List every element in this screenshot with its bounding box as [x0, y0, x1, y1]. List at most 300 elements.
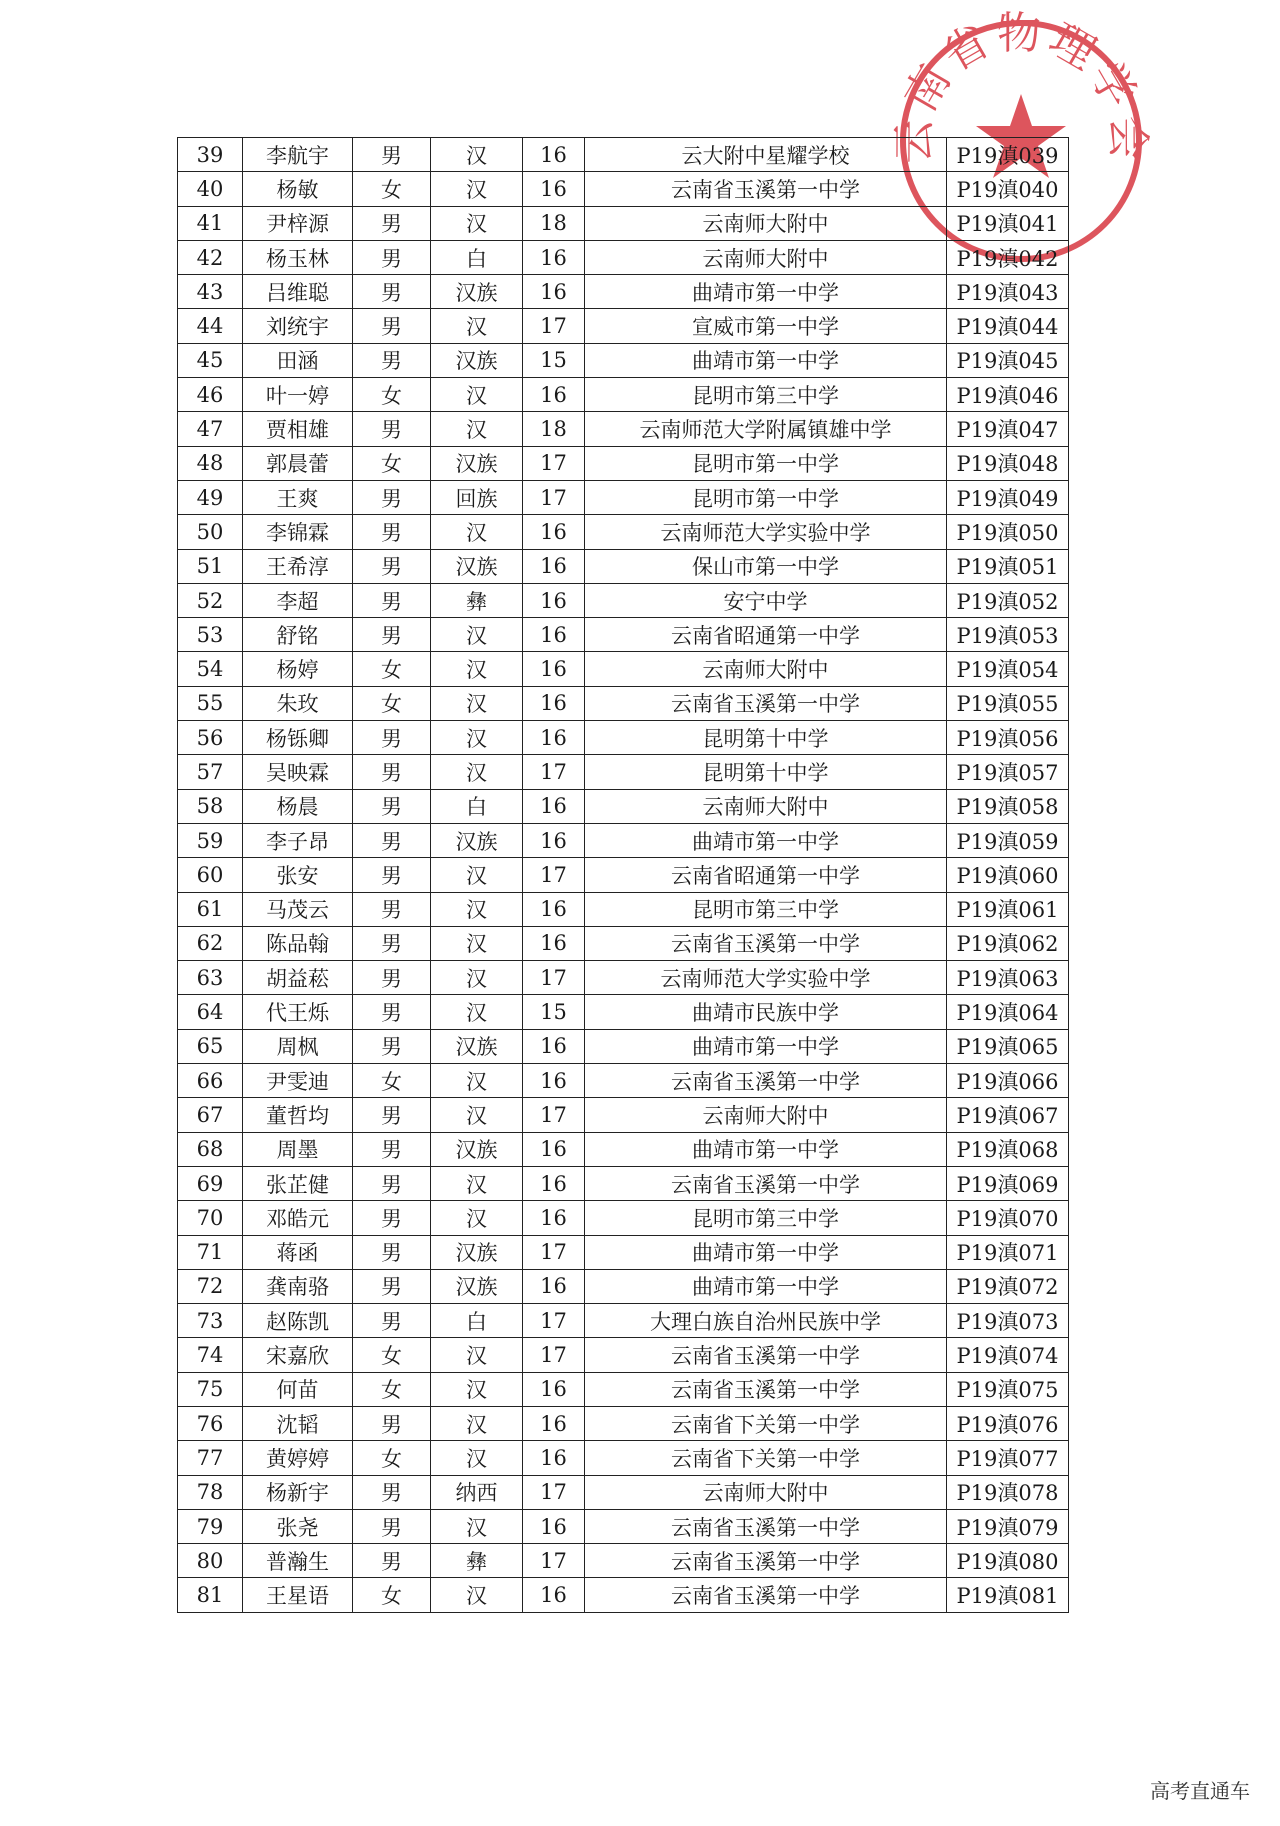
student-ethnicity: 汉 — [431, 926, 523, 960]
participant-id: P19滇078 — [947, 1475, 1069, 1509]
student-school: 曲靖市第一中学 — [585, 343, 947, 377]
student-ethnicity: 汉 — [431, 172, 523, 206]
participant-id: P19滇070 — [947, 1201, 1069, 1235]
table-row — [178, 549, 1069, 583]
table-row — [178, 1201, 1069, 1235]
student-name: 宋嘉欣 — [243, 1338, 353, 1372]
participant-id: P19滇040 — [947, 172, 1069, 206]
student-name: 李航宇 — [243, 138, 353, 172]
row-number: 39 — [178, 138, 243, 172]
table-row — [178, 1029, 1069, 1063]
participant-id: P19滇047 — [947, 412, 1069, 446]
student-school: 保山市第一中学 — [585, 549, 947, 583]
student-ethnicity: 汉 — [431, 995, 523, 1029]
student-sex: 男 — [353, 858, 431, 892]
student-age: 17 — [523, 309, 585, 343]
table-row — [178, 995, 1069, 1029]
student-school: 昆明市第一中学 — [585, 480, 947, 514]
table-row — [178, 1544, 1069, 1578]
student-school: 云南师大附中 — [585, 240, 947, 274]
student-ethnicity: 汉 — [431, 1509, 523, 1543]
student-name: 王爽 — [243, 480, 353, 514]
student-sex: 男 — [353, 961, 431, 995]
student-ethnicity: 汉 — [431, 686, 523, 720]
student-ethnicity: 汉 — [431, 1578, 523, 1612]
row-number: 44 — [178, 309, 243, 343]
student-name: 王星语 — [243, 1578, 353, 1612]
participant-id: P19滇062 — [947, 926, 1069, 960]
participant-id: P19滇061 — [947, 892, 1069, 926]
row-number: 64 — [178, 995, 243, 1029]
student-sex: 女 — [353, 686, 431, 720]
student-age: 16 — [523, 789, 585, 823]
row-number: 57 — [178, 755, 243, 789]
student-school: 曲靖市第一中学 — [585, 823, 947, 857]
student-age: 17 — [523, 1338, 585, 1372]
student-age: 16 — [523, 1441, 585, 1475]
student-sex: 男 — [353, 892, 431, 926]
student-sex: 女 — [353, 378, 431, 412]
student-school: 昆明市第三中学 — [585, 892, 947, 926]
student-age: 16 — [523, 1029, 585, 1063]
participant-id: P19滇080 — [947, 1544, 1069, 1578]
row-number: 81 — [178, 1578, 243, 1612]
row-number: 76 — [178, 1406, 243, 1440]
student-sex: 男 — [353, 1235, 431, 1269]
participant-id: P19滇057 — [947, 755, 1069, 789]
participant-id: P19滇039 — [947, 138, 1069, 172]
student-sex: 女 — [353, 652, 431, 686]
participant-id: P19滇076 — [947, 1406, 1069, 1440]
student-age: 16 — [523, 172, 585, 206]
student-school: 云南省下关第一中学 — [585, 1441, 947, 1475]
student-name: 普瀚生 — [243, 1544, 353, 1578]
student-age: 17 — [523, 961, 585, 995]
student-age: 16 — [523, 1578, 585, 1612]
row-number: 67 — [178, 1098, 243, 1132]
student-ethnicity: 汉 — [431, 1372, 523, 1406]
student-ethnicity: 汉族 — [431, 1029, 523, 1063]
student-ethnicity: 汉 — [431, 721, 523, 755]
student-age: 17 — [523, 755, 585, 789]
student-age: 15 — [523, 995, 585, 1029]
row-number: 42 — [178, 240, 243, 274]
student-age: 17 — [523, 858, 585, 892]
student-ethnicity: 白 — [431, 789, 523, 823]
student-school: 曲靖市第一中学 — [585, 1029, 947, 1063]
student-name: 张安 — [243, 858, 353, 892]
row-number: 51 — [178, 549, 243, 583]
student-name: 田涵 — [243, 343, 353, 377]
student-name: 贾相雄 — [243, 412, 353, 446]
table-row — [178, 1406, 1069, 1440]
student-name: 何苗 — [243, 1372, 353, 1406]
student-age: 16 — [523, 721, 585, 755]
student-sex: 男 — [353, 240, 431, 274]
student-age: 16 — [523, 618, 585, 652]
row-number: 78 — [178, 1475, 243, 1509]
student-school: 云大附中星耀学校 — [585, 138, 947, 172]
student-ethnicity: 汉族 — [431, 1235, 523, 1269]
student-school: 曲靖市第一中学 — [585, 1269, 947, 1303]
student-sex: 男 — [353, 618, 431, 652]
student-age: 16 — [523, 686, 585, 720]
table-row — [178, 515, 1069, 549]
student-sex: 男 — [353, 823, 431, 857]
student-ethnicity: 汉 — [431, 1201, 523, 1235]
table-row — [178, 1269, 1069, 1303]
row-number: 56 — [178, 721, 243, 755]
student-age: 18 — [523, 412, 585, 446]
table-row — [178, 755, 1069, 789]
student-ethnicity: 汉 — [431, 618, 523, 652]
student-age: 16 — [523, 1201, 585, 1235]
student-ethnicity: 彝 — [431, 583, 523, 617]
student-name: 杨玉林 — [243, 240, 353, 274]
participant-id: P19滇063 — [947, 961, 1069, 995]
participant-id: P19滇050 — [947, 515, 1069, 549]
student-ethnicity: 白 — [431, 240, 523, 274]
student-name: 董哲均 — [243, 1098, 353, 1132]
student-age: 16 — [523, 823, 585, 857]
student-name: 杨婷 — [243, 652, 353, 686]
row-number: 55 — [178, 686, 243, 720]
student-sex: 女 — [353, 446, 431, 480]
student-ethnicity: 汉 — [431, 309, 523, 343]
student-age: 16 — [523, 1406, 585, 1440]
row-number: 61 — [178, 892, 243, 926]
student-name: 郭晨蕾 — [243, 446, 353, 480]
table-row — [178, 1475, 1069, 1509]
participant-id: P19滇054 — [947, 652, 1069, 686]
student-name: 周枫 — [243, 1029, 353, 1063]
student-sex: 男 — [353, 1406, 431, 1440]
participant-id: P19滇067 — [947, 1098, 1069, 1132]
student-sex: 男 — [353, 995, 431, 1029]
student-name: 叶一婷 — [243, 378, 353, 412]
participant-id: P19滇052 — [947, 583, 1069, 617]
student-sex: 男 — [353, 1509, 431, 1543]
student-ethnicity: 汉 — [431, 1441, 523, 1475]
table-row — [178, 1166, 1069, 1200]
student-age: 17 — [523, 1098, 585, 1132]
student-school: 云南省玉溪第一中学 — [585, 1166, 947, 1200]
student-ethnicity: 汉 — [431, 1338, 523, 1372]
student-name: 李超 — [243, 583, 353, 617]
row-number: 54 — [178, 652, 243, 686]
table-row — [178, 892, 1069, 926]
student-name: 龚南骆 — [243, 1269, 353, 1303]
row-number: 70 — [178, 1201, 243, 1235]
student-ethnicity: 回族 — [431, 480, 523, 514]
student-school: 昆明第十中学 — [585, 721, 947, 755]
row-number: 74 — [178, 1338, 243, 1372]
student-school: 云南师大附中 — [585, 1475, 947, 1509]
participant-id: P19滇074 — [947, 1338, 1069, 1372]
student-age: 18 — [523, 206, 585, 240]
student-age: 17 — [523, 1304, 585, 1338]
student-school: 曲靖市第一中学 — [585, 1235, 947, 1269]
student-ethnicity: 纳西 — [431, 1475, 523, 1509]
participant-id: P19滇048 — [947, 446, 1069, 480]
student-sex: 女 — [353, 172, 431, 206]
watermark-text: 高考直通车 — [1150, 1779, 1250, 1803]
student-name: 黄婷婷 — [243, 1441, 353, 1475]
student-school: 云南省玉溪第一中学 — [585, 1578, 947, 1612]
student-ethnicity: 汉 — [431, 652, 523, 686]
student-sex: 男 — [353, 138, 431, 172]
row-number: 73 — [178, 1304, 243, 1338]
student-age: 16 — [523, 1269, 585, 1303]
student-sex: 男 — [353, 1166, 431, 1200]
student-name: 李锦霖 — [243, 515, 353, 549]
student-ethnicity: 汉族 — [431, 446, 523, 480]
student-ethnicity: 汉 — [431, 858, 523, 892]
student-name: 舒铭 — [243, 618, 353, 652]
student-ethnicity: 汉族 — [431, 1132, 523, 1166]
row-number: 77 — [178, 1441, 243, 1475]
student-sex: 男 — [353, 309, 431, 343]
row-number: 46 — [178, 378, 243, 412]
row-number: 72 — [178, 1269, 243, 1303]
participant-id: P19滇069 — [947, 1166, 1069, 1200]
student-ethnicity: 汉族 — [431, 1269, 523, 1303]
row-number: 43 — [178, 275, 243, 309]
participant-id: P19滇071 — [947, 1235, 1069, 1269]
table-row — [178, 1509, 1069, 1543]
table-row — [178, 858, 1069, 892]
student-name: 李子昂 — [243, 823, 353, 857]
student-sex: 女 — [353, 1441, 431, 1475]
student-sex: 男 — [353, 343, 431, 377]
student-age: 17 — [523, 1235, 585, 1269]
student-school: 昆明市第三中学 — [585, 1201, 947, 1235]
student-sex: 男 — [353, 206, 431, 240]
student-school: 云南省昭通第一中学 — [585, 858, 947, 892]
participant-id: P19滇065 — [947, 1029, 1069, 1063]
student-sex: 男 — [353, 515, 431, 549]
row-number: 40 — [178, 172, 243, 206]
student-school: 大理白族自治州民族中学 — [585, 1304, 947, 1338]
table-row — [178, 1578, 1069, 1612]
table-row — [178, 583, 1069, 617]
student-sex: 女 — [353, 1064, 431, 1098]
table-row — [178, 412, 1069, 446]
participant-id: P19滇066 — [947, 1064, 1069, 1098]
student-age: 17 — [523, 446, 585, 480]
student-name: 沈韬 — [243, 1406, 353, 1440]
student-age: 16 — [523, 378, 585, 412]
table-row — [178, 1098, 1069, 1132]
student-name: 杨晨 — [243, 789, 353, 823]
student-sex: 男 — [353, 926, 431, 960]
student-age: 16 — [523, 583, 585, 617]
student-sex: 女 — [353, 1578, 431, 1612]
student-school: 云南省下关第一中学 — [585, 1406, 947, 1440]
student-ethnicity: 汉 — [431, 1064, 523, 1098]
participant-id: P19滇042 — [947, 240, 1069, 274]
student-sex: 男 — [353, 583, 431, 617]
student-age: 16 — [523, 652, 585, 686]
student-sex: 男 — [353, 412, 431, 446]
student-ethnicity: 白 — [431, 1304, 523, 1338]
student-sex: 男 — [353, 275, 431, 309]
student-name: 周墨 — [243, 1132, 353, 1166]
student-name: 尹梓源 — [243, 206, 353, 240]
table-row — [178, 652, 1069, 686]
student-name: 陈品翰 — [243, 926, 353, 960]
student-ethnicity: 汉族 — [431, 343, 523, 377]
student-name: 张尧 — [243, 1509, 353, 1543]
student-school: 云南省玉溪第一中学 — [585, 1544, 947, 1578]
student-age: 16 — [523, 892, 585, 926]
participant-id: P19滇079 — [947, 1509, 1069, 1543]
student-name: 吴映霖 — [243, 755, 353, 789]
participant-table — [177, 137, 1069, 1613]
student-ethnicity: 汉 — [431, 515, 523, 549]
student-ethnicity: 汉 — [431, 1098, 523, 1132]
student-school: 云南师大附中 — [585, 789, 947, 823]
student-name: 刘统宇 — [243, 309, 353, 343]
row-number: 41 — [178, 206, 243, 240]
table-row — [178, 1338, 1069, 1372]
row-number: 62 — [178, 926, 243, 960]
student-name: 赵陈凯 — [243, 1304, 353, 1338]
table-row — [178, 172, 1069, 206]
student-school: 昆明市第三中学 — [585, 378, 947, 412]
student-sex: 女 — [353, 1338, 431, 1372]
table-row — [178, 309, 1069, 343]
row-number: 47 — [178, 412, 243, 446]
participant-id: P19滇046 — [947, 378, 1069, 412]
student-school: 云南省昭通第一中学 — [585, 618, 947, 652]
student-ethnicity: 汉族 — [431, 823, 523, 857]
table-row — [178, 721, 1069, 755]
student-ethnicity: 汉族 — [431, 549, 523, 583]
student-sex: 男 — [353, 721, 431, 755]
student-age: 16 — [523, 926, 585, 960]
student-school: 宣威市第一中学 — [585, 309, 947, 343]
row-number: 71 — [178, 1235, 243, 1269]
student-sex: 男 — [353, 789, 431, 823]
student-school: 云南师范大学实验中学 — [585, 961, 947, 995]
participant-id: P19滇058 — [947, 789, 1069, 823]
participant-id: P19滇041 — [947, 206, 1069, 240]
student-ethnicity: 汉 — [431, 1166, 523, 1200]
student-ethnicity: 汉 — [431, 138, 523, 172]
student-age: 16 — [523, 549, 585, 583]
table-row — [178, 618, 1069, 652]
student-school: 云南师大附中 — [585, 652, 947, 686]
student-age: 16 — [523, 240, 585, 274]
student-sex: 男 — [353, 1269, 431, 1303]
student-age: 16 — [523, 1509, 585, 1543]
student-ethnicity: 汉 — [431, 1406, 523, 1440]
row-number: 50 — [178, 515, 243, 549]
student-name: 吕维聪 — [243, 275, 353, 309]
row-number: 60 — [178, 858, 243, 892]
table-row — [178, 138, 1069, 172]
student-age: 17 — [523, 1475, 585, 1509]
student-school: 云南师大附中 — [585, 206, 947, 240]
row-number: 59 — [178, 823, 243, 857]
table-row — [178, 1441, 1069, 1475]
student-school: 云南师范大学实验中学 — [585, 515, 947, 549]
student-sex: 男 — [353, 549, 431, 583]
student-name: 杨铄卿 — [243, 721, 353, 755]
table-row — [178, 686, 1069, 720]
row-number: 75 — [178, 1372, 243, 1406]
participant-id: P19滇081 — [947, 1578, 1069, 1612]
student-ethnicity: 汉 — [431, 206, 523, 240]
student-school: 云南省玉溪第一中学 — [585, 1064, 947, 1098]
student-school: 曲靖市民族中学 — [585, 995, 947, 1029]
student-school: 云南师大附中 — [585, 1098, 947, 1132]
participant-id: P19滇073 — [947, 1304, 1069, 1338]
participant-id: P19滇044 — [947, 309, 1069, 343]
table-row — [178, 1304, 1069, 1338]
participant-id: P19滇055 — [947, 686, 1069, 720]
participant-id: P19滇059 — [947, 823, 1069, 857]
student-age: 16 — [523, 1064, 585, 1098]
participant-id: P19滇053 — [947, 618, 1069, 652]
student-sex: 男 — [353, 1201, 431, 1235]
table-row — [178, 961, 1069, 995]
participant-id: P19滇045 — [947, 343, 1069, 377]
student-age: 17 — [523, 1544, 585, 1578]
participant-id: P19滇056 — [947, 721, 1069, 755]
participant-id: P19滇049 — [947, 480, 1069, 514]
student-ethnicity: 汉 — [431, 378, 523, 412]
table-row — [178, 1132, 1069, 1166]
student-school: 云南省玉溪第一中学 — [585, 1372, 947, 1406]
table-body — [178, 138, 1069, 1613]
student-name: 邓皓元 — [243, 1201, 353, 1235]
participant-id: P19滇051 — [947, 549, 1069, 583]
table-row — [178, 240, 1069, 274]
table-row — [178, 343, 1069, 377]
student-sex: 男 — [353, 1544, 431, 1578]
student-name: 代王烁 — [243, 995, 353, 1029]
student-name: 王希淳 — [243, 549, 353, 583]
row-number: 53 — [178, 618, 243, 652]
table-row — [178, 1064, 1069, 1098]
student-school: 曲靖市第一中学 — [585, 275, 947, 309]
student-age: 16 — [523, 1166, 585, 1200]
student-name: 马茂云 — [243, 892, 353, 926]
student-age: 16 — [523, 138, 585, 172]
table-row — [178, 823, 1069, 857]
student-name: 杨新宇 — [243, 1475, 353, 1509]
participant-id: P19滇060 — [947, 858, 1069, 892]
student-sex: 男 — [353, 1098, 431, 1132]
student-ethnicity: 汉 — [431, 755, 523, 789]
student-name: 胡益菘 — [243, 961, 353, 995]
student-sex: 男 — [353, 1475, 431, 1509]
student-ethnicity: 彝 — [431, 1544, 523, 1578]
student-school: 云南省玉溪第一中学 — [585, 1509, 947, 1543]
student-sex: 男 — [353, 1029, 431, 1063]
student-ethnicity: 汉 — [431, 412, 523, 446]
row-number: 48 — [178, 446, 243, 480]
row-number: 68 — [178, 1132, 243, 1166]
participant-id: P19滇072 — [947, 1269, 1069, 1303]
student-school: 云南省玉溪第一中学 — [585, 1338, 947, 1372]
table-row — [178, 446, 1069, 480]
student-ethnicity: 汉 — [431, 961, 523, 995]
student-sex: 男 — [353, 755, 431, 789]
student-name: 杨敏 — [243, 172, 353, 206]
